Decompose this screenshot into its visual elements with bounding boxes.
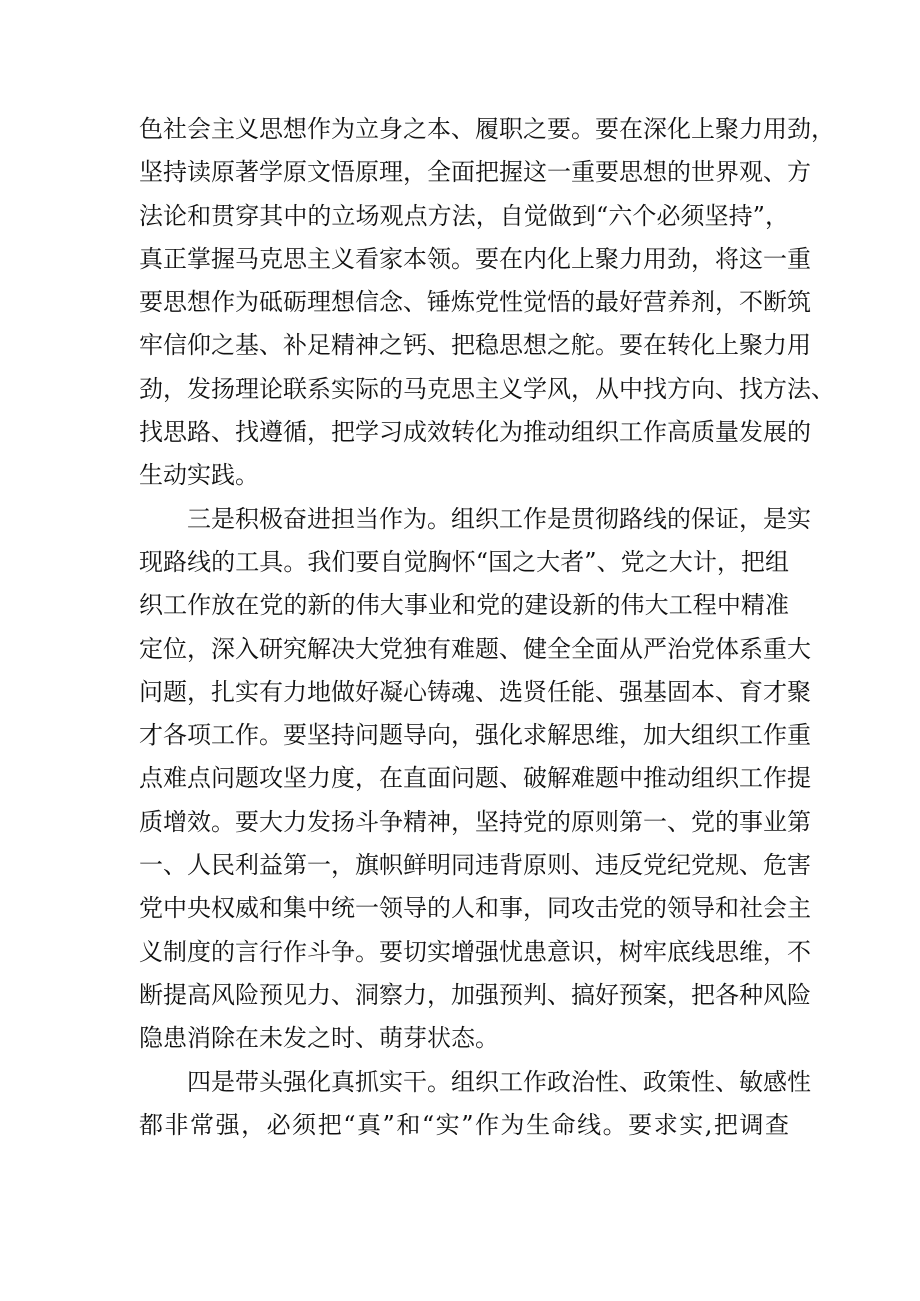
- text-line: 三是积极奋进担当作为。组织工作是贯彻路线的保证，是实: [187, 504, 811, 533]
- text-line: 隐患消除在未发之时、萌芽状态。: [139, 1024, 499, 1053]
- paragraph-three: [139, 498, 811, 1061]
- text-line: 点难点问题攻坚力度，在直面问题、破解难题中推动组织工作提: [139, 764, 811, 793]
- text-line: 断提高风险预见力、洞察力，加强预判、搞好预案，把各种风险: [139, 980, 811, 1009]
- text-line: 义制度的言行作斗争。要切实增强忧患意识，树牢底线思维，不: [139, 937, 811, 966]
- text-line: 法论和贯穿其中的立场观点方法，自觉做到“六个必须坚持”，: [139, 201, 789, 230]
- text-line: 都非常强，必须把“真”和“实”作为生命线。要求实,把调查: [139, 1110, 789, 1139]
- document-body: [139, 108, 835, 1147]
- paragraph-four: [139, 1061, 811, 1148]
- text-line: 牢信仰之基、补足精神之钙、把稳思想之舵。要在转化上聚力用: [139, 331, 811, 360]
- text-line: 问题，扎实有力地做好凝心铸魂、选贤任能、强基固本、育才聚: [139, 677, 811, 706]
- text-line: 生动实践。: [139, 461, 259, 490]
- text-line: 定位，深入研究解决大党独有难题、健全全面从严治党体系重大: [139, 634, 811, 663]
- text-line: 党中央权威和集中统一领导的人和事，同攻击党的领导和社会主: [139, 894, 811, 923]
- text-line: 织工作放在党的新的伟大事业和党的建设新的伟大工程中精准: [139, 591, 789, 620]
- text-line: 劲，发扬理论联系实际的马克思主义学风，从中找方向、找方法、: [139, 374, 835, 403]
- text-line: 一、人民利益第一，旗帜鲜明同违背原则、违反党纪党规、危害: [139, 851, 811, 880]
- text-line: 坚持读原著学原文悟原理，全面把握这一重要思想的世界观、方: [139, 158, 811, 187]
- text-line: 才各项工作。要坚持问题导向，强化求解思维，加大组织工作重: [139, 721, 811, 750]
- text-line: 质增效。要大力发扬斗争精神，坚持党的原则第一、党的事业第: [139, 807, 811, 836]
- text-line: 找思路、找遵循，把学习成效转化为推动组织工作高质量发展的: [139, 418, 811, 447]
- text-line: 要思想作为砥砺理想信念、锤炼党性觉悟的最好营养剂，不断筑: [139, 288, 811, 317]
- paragraph-continuation: [139, 108, 835, 498]
- text-line: 现路线的工具。我们要自觉胸怀“国之大者”、党之大计，把组: [139, 547, 789, 576]
- text-line: 真正掌握马克思主义看家本领。要在内化上聚力用劲，将这一重: [139, 244, 811, 273]
- text-line: 色社会主义思想作为立身之本、履职之要。要在深化上聚力用劲，: [139, 115, 835, 143]
- text-line: 四是带头强化真抓实干。组织工作政治性、政策性、敏感性: [187, 1067, 811, 1096]
